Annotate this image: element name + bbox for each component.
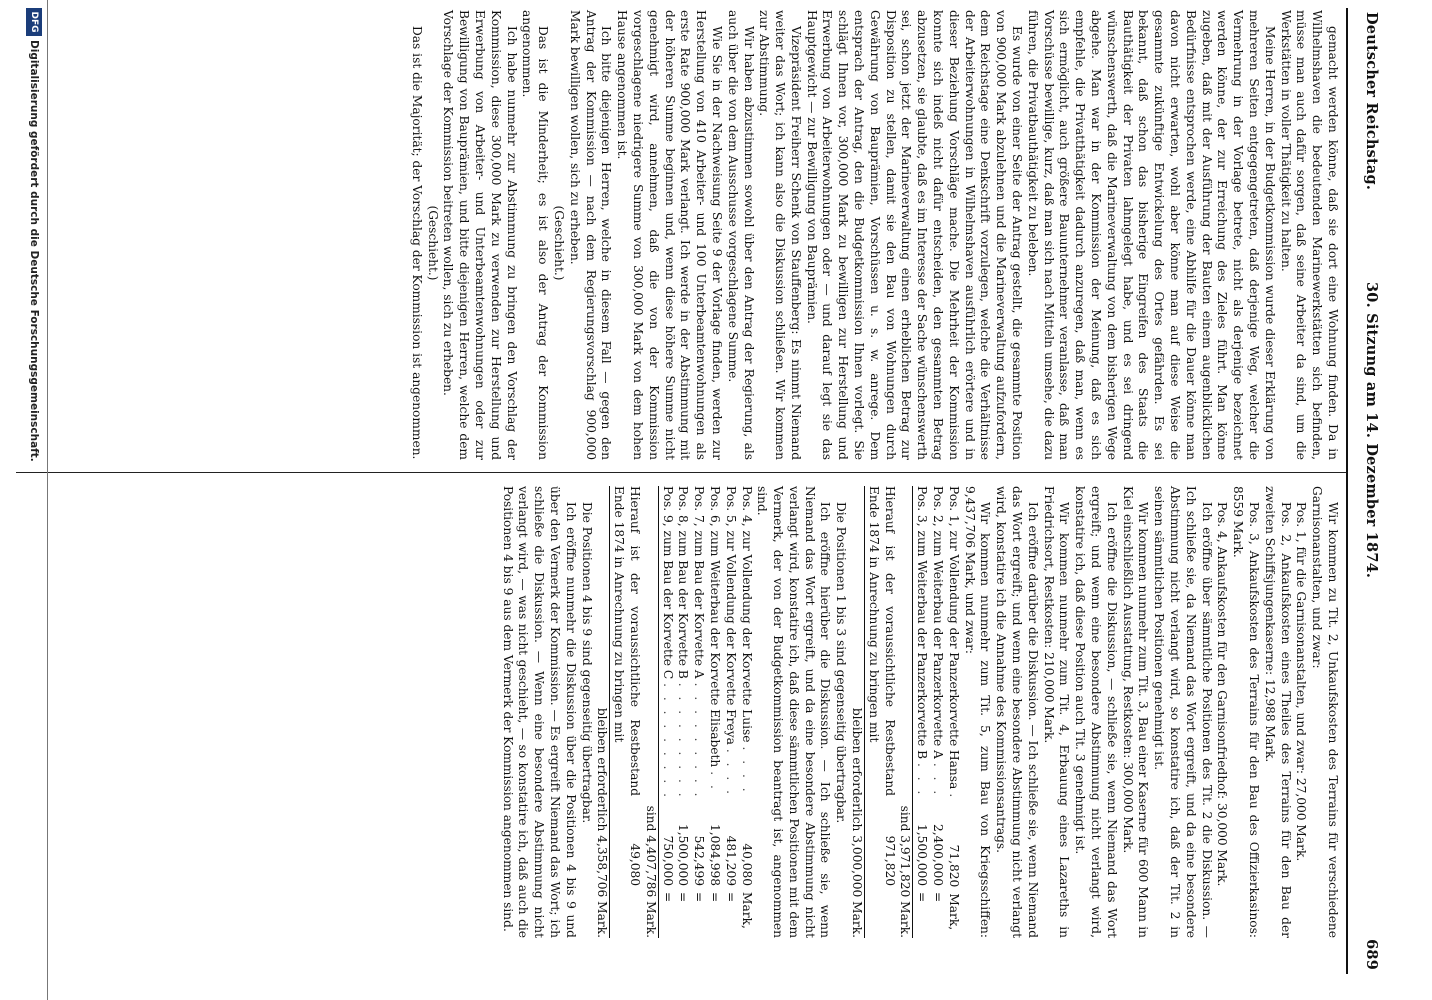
remainder-row xyxy=(610,486,642,938)
budget-label: Pos. 4, zur Vollendung der Korvette Luise xyxy=(739,486,754,743)
page-number: 689 xyxy=(1363,939,1380,970)
leader-dots xyxy=(738,743,754,796)
budget-amount: 2,400,000 xyxy=(931,823,946,886)
budget-amount: 750,000 xyxy=(660,835,675,886)
left-paragraph: Wie Sie in der Nachweisung Seite 9 der Vorlage finden, werden zur Herstellung von 410 Arbeiter- und 100 Unterbeamtenwohnungen als erste Rate 900,000 Mark verlangt. Ich werde in der Abstimmung mit der höheren Summe beginnen und, wenn diese höhere Summe nicht genehmigt wird, annehmen, daß die von der Kommission vorgeschlagene niedrigere Summe von 300,000 Mark von dem hohen Hause angenommen ist. xyxy=(615,10,724,460)
leader-dots xyxy=(913,759,929,796)
budget-label: Pos. 9, zum Bau der Korvette C xyxy=(660,486,675,680)
right-paragraph: Die Positionen 4 bis 9 sind gegenseitig übertragbar. xyxy=(579,502,594,824)
budget-label: Pos. 8, zum Bau der Korvette B xyxy=(676,486,691,679)
remainder-label: Hierauf ist der voraussichtliche Restbestand Ende 1874 in Anrechnung zu bringen mit xyxy=(612,486,642,796)
left-paragraph: Wir haben abzustimmen sowohl über den Antrag der Regierung, als auch über die von dem Ausschusse vorgeschlagene Summe. xyxy=(725,10,756,460)
page-header xyxy=(1350,12,1380,970)
budget-unit: Mark, xyxy=(739,892,754,929)
budget-label: Pos. 3, zum Weiterbau der Panzerkorvette B xyxy=(915,486,930,760)
remainder-row xyxy=(865,486,897,938)
header-rule xyxy=(1346,8,1348,974)
right-paragraph: Wir kommen zu Tit. 2, Unkaufskosten des Terrains für verschiedene Garnisonanstalten, und zwar: xyxy=(1310,486,1340,938)
left-paragraph: Meine Herren, in der Budgetkommission wurde dieser Erklärung von mehreren Seiten entgegengetreten, daß derjenige Weg, welcher die Vermehrung in der Vorlage betrete, nicht als derjenige bezeichnet werden könne, der zur Erreichung des Zieles führt. Man könne zugeben, daß mit der Ausführung der Bauten einem augenblicklichen Bedürfnisse entsprochen werde, eine Abhilfe für die Dauer könne man davon nicht erwarten, wohl aber könne man auf diese Weise die gesammte zukünftige Entwickelung des Ortes gefährden. Es sei bekannt, daß schon das bisherige Eingreifen des Staats die Bauthätigkeit der Privaten lahmgelegt habe, und es sei dringend wünschenswerth, daß die Marineverwaltung von dem bisherigen Wege abgehe. Man war in der Kommission der Meinung, daß es sich empfehle, die Privatthätigkeit dadurch anzuregen, daß man, wenn es sich ermöglicht, auch größere Bauunternehmer veranlasse, daß man Vorschüsse bewillige, kurz, daß man sich nach Mitteln umsehe, die dazu führen, die Privatbauthätigkeit zu beleben. xyxy=(1025,10,1277,460)
scan-edge-rule xyxy=(47,0,48,1000)
remainder-amount: 971,820 xyxy=(882,835,897,886)
left-paragraph: Das ist die Minderheit; es ist also der Antrag der Kommission angenommen. xyxy=(520,10,551,460)
dfg-logo: DFG xyxy=(26,8,42,36)
right-paragraph: Ich eröffne nunmehr die Diskussion über die Positionen 4 bis 9 und über den Vermerk der Kommission. — Es ergreift Niemand das Wort; ich schließe die Diskussion. — Wenn eine besondere Abstimmung nicht verlangt wird, — was nicht geschieht, — so konstatire ich, daß auch die Positionen 4 bis 9 aus dem Vermerk der Kommission angenommen sind. xyxy=(500,486,578,938)
budget-row xyxy=(945,486,961,938)
budget-table-1 xyxy=(897,486,961,938)
position-item: Pos. 4, Ankaufskosten für den Garnisonfriedhof: 30,000 Mark. xyxy=(1215,502,1230,887)
left-paragraph: Ich habe nunmehr zur Abstimmung zu bringen den Vorschlag der Kommission, diese 300,000 Mark zu verwenden zur Herstellung und Erwerbung von Arbeiter- und Unterbeamtenwohnungen oder zur Bewilligung von Bauprämien, und bitte diejenigen Herren, welche dem Vorschlage der Kommission beitreten wollen, sich zu erheben. xyxy=(441,10,519,460)
right-column xyxy=(499,486,1340,938)
budget-label: Pos. 7, zum Bau der Korvette A xyxy=(692,486,707,679)
header-title-left: Deutscher Reichstag. xyxy=(1363,12,1380,191)
left-paragraph: Ich bitte diejenigen Herren, welche in diesem Fall — gegen den Antrag der Kommission — nach dem Regierungsvorschlag 900,000 Mark bewilligen wollen, sich zu erheben. xyxy=(567,10,614,460)
budget-unit: = xyxy=(707,892,722,903)
right-paragraph: Wir kommen nunmehr zum Tit. 5, zum Bau von Kriegsschiffen: 9,437,706 Mark, und zwar: xyxy=(962,486,993,938)
budget-row xyxy=(659,486,675,938)
left-paragraph: Das ist die Majorität; der Vorschlag der Kommission ist angenommen. xyxy=(409,26,424,460)
leader-dots xyxy=(706,767,722,796)
budget-row xyxy=(929,486,945,938)
right-paragraph: Die Positionen 1 bis 3 sind gegenseitig übertragbar. xyxy=(834,502,849,824)
leader-dots xyxy=(945,789,961,797)
left-paragraph: Es wurde von einer Seite der Antrag gestellt, die gesammte Position von 900,000 Mark abzulehnen und die Marineverwaltung aufzufordern, dem Reichstage eine Denkschrift vorzulegen, welche die Verhältnisse der Arbeiterwohnungen in Wilhelmshaven ausführlich erörtere und in dieser Beziehung Vorschläge mache. Die Mehrheit der Kommission konnte sich indeß nicht dafür entscheiden, den gesammten Betrag abzusetzen, sie glaubte, daß es im Interesse der Sache wünschenswerth sei, schon jetzt der Marineverwaltung einen erheblichen Betrag zur Disposition zu stellen, damit sie den Bau von Wohnungen durch Gewährung von Bauprämien, Vorschüssen u. s. w. anrege. Dem entsprach der Antrag, den die Budgetkommission Ihnen vorlegt. Sie schlägt Ihnen vor, 300,000 Mark zu bewilligen zur Herstellung und Erwerbung von Arbeiterwohnungen oder — und darauf legt sie das Hauptgewicht — zur Bewilligung von Bauprämien. xyxy=(804,10,1025,460)
left-paragraph: Vizepräsident Freiherr Schenk von Stauffenberg: Es nimmt Niemand weiter das Wort; ich kann also die Diskussion schließen. Wir kommen zur Abstimmung. xyxy=(757,10,803,460)
remainder-amount: 49,080 xyxy=(627,843,642,886)
right-paragraph: Wir kommen nunmehr zum Tit. 3, Bau einer Kaserne für 600 Mann in Kiel einschließlich Ausstattung, Restkosten: 300,000 Mark. xyxy=(1120,486,1151,938)
budget-total: sind 3,971,820 Mark. xyxy=(897,486,914,938)
leader-dots xyxy=(675,679,691,796)
budget-row xyxy=(722,486,738,938)
budget-label: Pos. 6, zum Weiterbau der Korvette Elisabeth xyxy=(707,486,722,768)
budget-amount: 481,209 xyxy=(723,835,738,886)
budget-row xyxy=(913,486,929,938)
leader-dots xyxy=(690,679,706,796)
header-session-title: 30. Sitzung am 14. Dezember 1874. xyxy=(1363,282,1380,579)
stage-note: (Geschieht.) xyxy=(551,205,566,281)
budget-amount: 1,084,998 xyxy=(707,823,722,886)
position-item: Pos. 3, Ankaufskosten des Terrains für den Bau des Offizierkasinos: 8559 Mark. xyxy=(1231,486,1262,938)
position-item: Pos. 2, Ankaufskosten eines Theiles des Terrains für den Bau der zweiten Schiffsjungenkaserne: 12,988 Mark. xyxy=(1262,486,1293,938)
budget-table-2 xyxy=(642,486,754,938)
remainder-note: bleiben erforderlich 4,358,706 Mark. xyxy=(594,486,611,938)
leader-dots xyxy=(722,745,738,796)
left-column xyxy=(408,10,1340,460)
left-paragraph: gemacht werden könne, daß sie dort eine Wohnung finden. Da in Wilhelmshaven die bedeutenden Marinewerkstätten sich befinden, müsse man auch dafür sorgen, daß seine Arbeiter da sind, um die Werkstätten in voller Thätigkeit zu halten. xyxy=(1278,10,1340,460)
budget-unit: = xyxy=(676,892,691,903)
budget-unit: = xyxy=(692,892,707,903)
budget-amount: 40,080 xyxy=(739,843,754,886)
right-paragraph: Ich eröffne über sämmtliche Positionen des Tit. 2 die Diskussion. — Ich schließe sie, da Niemand das Wort ergreift, und da eine besondere Abstimmung nicht verlangt wird, so konstatire ich, daß der Tit. 2 in seinen sämmtlichen Positionen genehmigt ist. xyxy=(1152,486,1214,938)
budget-unit: = xyxy=(660,892,675,903)
leader-dots xyxy=(929,759,945,796)
right-paragraph: Wir kommen nunmehr zum Tit. 4, Erbauung eines Lazareths in Friedrichsort, Restkosten: 210,000 Mark. xyxy=(1041,486,1072,938)
right-paragraph: Ich eröffne hierüber die Diskussion. — Ich schließe sie, wenn Niemand das Wort ergreift, und da eine besondere Abstimmung nicht verlangt wird, konstatire ich, daß diese sämmtlichen Positionen mit dem Vermerk, der von der Budgetkommission beantragt ist, angenommen sind. xyxy=(755,486,833,938)
right-paragraph: Ich eröffne darüber die Diskussion. — Ich schließe sie, wenn Niemand das Wort ergreift; und wenn eine besondere Abstimmung nicht verlangt wird, konstatire ich die Annahme des Kommissionsantrags. xyxy=(994,486,1040,938)
budget-amount: 1,500,000 xyxy=(676,823,691,886)
budget-row xyxy=(690,486,706,938)
budget-total: sind 4,407,786 Mark. xyxy=(642,486,659,938)
budget-amount: 71,820 xyxy=(946,844,961,888)
budget-unit: Mark, xyxy=(946,893,961,931)
stage-note: (Geschieht.) xyxy=(425,205,440,281)
budget-row xyxy=(675,486,691,938)
budget-label: Pos. 1, zur Vollendung der Panzerkorvette Hansa xyxy=(946,486,961,790)
budget-unit: = xyxy=(915,892,930,903)
budget-label: Pos. 2, zum Weiterbau der Panzerkorvette A xyxy=(931,486,946,759)
remainder-label: Hierauf ist der voraussichtliche Restbestand Ende 1874 in Anrechnung zu bringen mit xyxy=(866,486,897,796)
position-item: Pos. 1, für die Garnisonanstalten, und zwar: 27,000 Mark. xyxy=(1294,502,1309,862)
budget-amount: 1,500,000 xyxy=(915,823,930,886)
budget-row xyxy=(706,486,722,938)
budget-row xyxy=(738,486,754,938)
budget-unit: = xyxy=(723,892,738,903)
column-divider xyxy=(16,472,1346,473)
digitization-credit: Digitalisierung gefördert durch die Deutsche Forschungsgemeinschaft. xyxy=(28,40,40,462)
remainder-note: bleiben erforderlich 3,000,000 Mark. xyxy=(848,486,865,938)
leader-dots xyxy=(659,679,675,796)
budget-amount: 542,499 xyxy=(692,835,707,886)
budget-unit: = xyxy=(931,892,946,903)
right-paragraph: Ich eröffne die Diskussion, — schließe sie, wenn Niemand das Wort ergreift; und wenn eine besondere Abstimmung nicht verlangt wird, konstatire ich, daß diese Position auch Tit. 3 genehmigt ist. xyxy=(1073,486,1119,938)
budget-label: Pos. 5, zur Vollendung der Korvette Freya xyxy=(723,486,738,745)
